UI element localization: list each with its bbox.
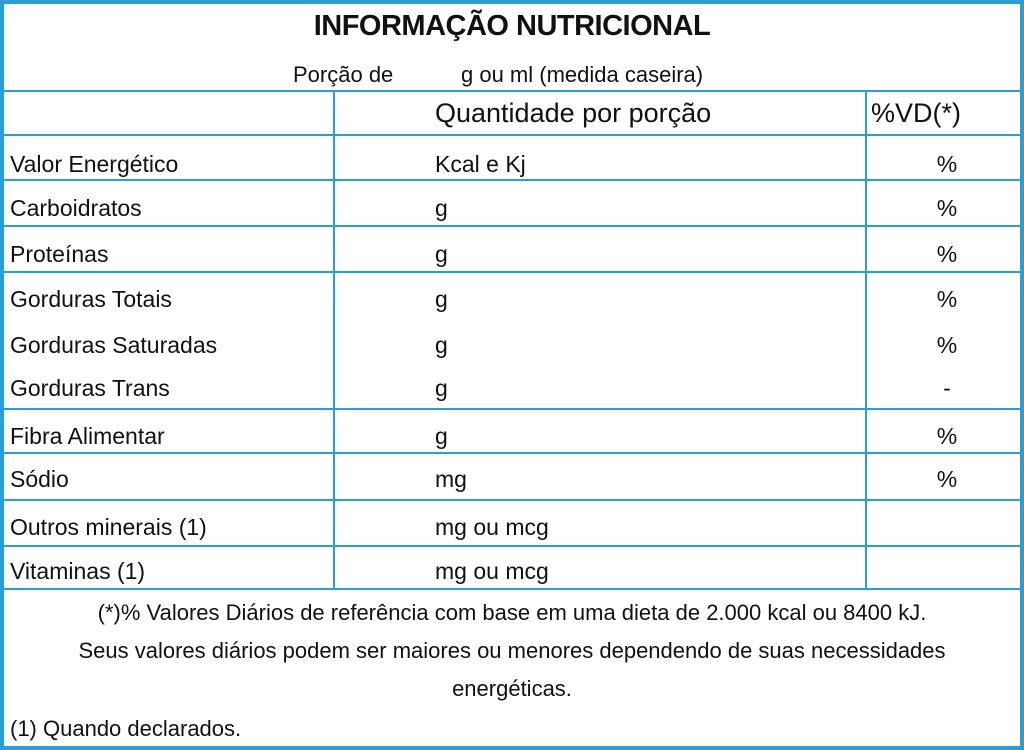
nutrient-name: Gorduras Saturadas [10, 332, 218, 358]
nutrient-amount: g [435, 375, 448, 401]
nutrient-amount: g [435, 332, 448, 358]
divider-title [4, 90, 1020, 92]
divider-row-3 [4, 271, 1020, 273]
nutrient-amount: Kcal e Kj [435, 151, 526, 177]
header-amount: Quantidade por porção [435, 98, 712, 128]
nutrient-name: Proteínas [10, 241, 109, 267]
nutrient-name: Vitaminas (1) [10, 558, 146, 584]
nutrient-amount: g [435, 286, 448, 312]
nutrient-name: Outros minerais (1) [10, 514, 207, 540]
column-divider-1 [333, 90, 335, 588]
nutrient-name: Fibra Alimentar [10, 423, 165, 449]
divider-row-7 [4, 452, 1020, 454]
nutrient-vd: % [936, 151, 958, 177]
divider-row-9 [4, 545, 1020, 547]
footer-daily-values-note: Seus valores diários podem ser maiores ou menores dependendo de suas necessidades [78, 638, 946, 663]
nutrient-name: Valor Energético [10, 151, 179, 177]
serving-suffix: g ou ml (medida caseira) [461, 62, 704, 87]
footer-daily-values-note-cont: energéticas. [452, 676, 572, 701]
divider-row-6 [4, 408, 1020, 410]
divider-row-8 [4, 499, 1020, 501]
label-title: INFORMAÇÃO NUTRICIONAL [313, 10, 711, 42]
nutrient-vd: % [936, 423, 958, 449]
divider-footer [4, 588, 1020, 590]
nutrient-vd: % [936, 466, 958, 492]
divider-header [4, 134, 1020, 136]
nutrient-name: Gorduras Totais [10, 286, 172, 312]
nutrient-vd: % [936, 332, 958, 358]
nutrient-vd: % [936, 195, 958, 221]
nutrient-name: Carboidratos [10, 195, 142, 221]
nutrient-name: Gorduras Trans [10, 375, 170, 401]
nutrient-amount: g [435, 195, 448, 221]
nutrient-amount: mg ou mcg [435, 514, 549, 540]
nutrient-name: Sódio [10, 466, 69, 492]
nutrient-vd: % [936, 286, 958, 312]
footer-reference-note: (*)% Valores Diários de referência com base em uma dieta de 2.000 kcal ou 8400 kJ. [97, 600, 927, 625]
nutrient-vd: % [936, 241, 958, 267]
serving-prefix: Porção de [293, 62, 394, 87]
header-vd: %VD(*) [871, 98, 962, 128]
divider-row-2 [4, 225, 1020, 227]
nutrient-amount: g [435, 241, 448, 267]
nutrient-amount: mg [435, 466, 467, 492]
nutrient-vd: - [943, 375, 951, 401]
divider-row-1 [4, 179, 1020, 181]
nutrient-amount: g [435, 423, 448, 449]
footer-declared-note: (1) Quando declarados. [10, 716, 242, 741]
nutrient-amount: mg ou mcg [435, 558, 549, 584]
